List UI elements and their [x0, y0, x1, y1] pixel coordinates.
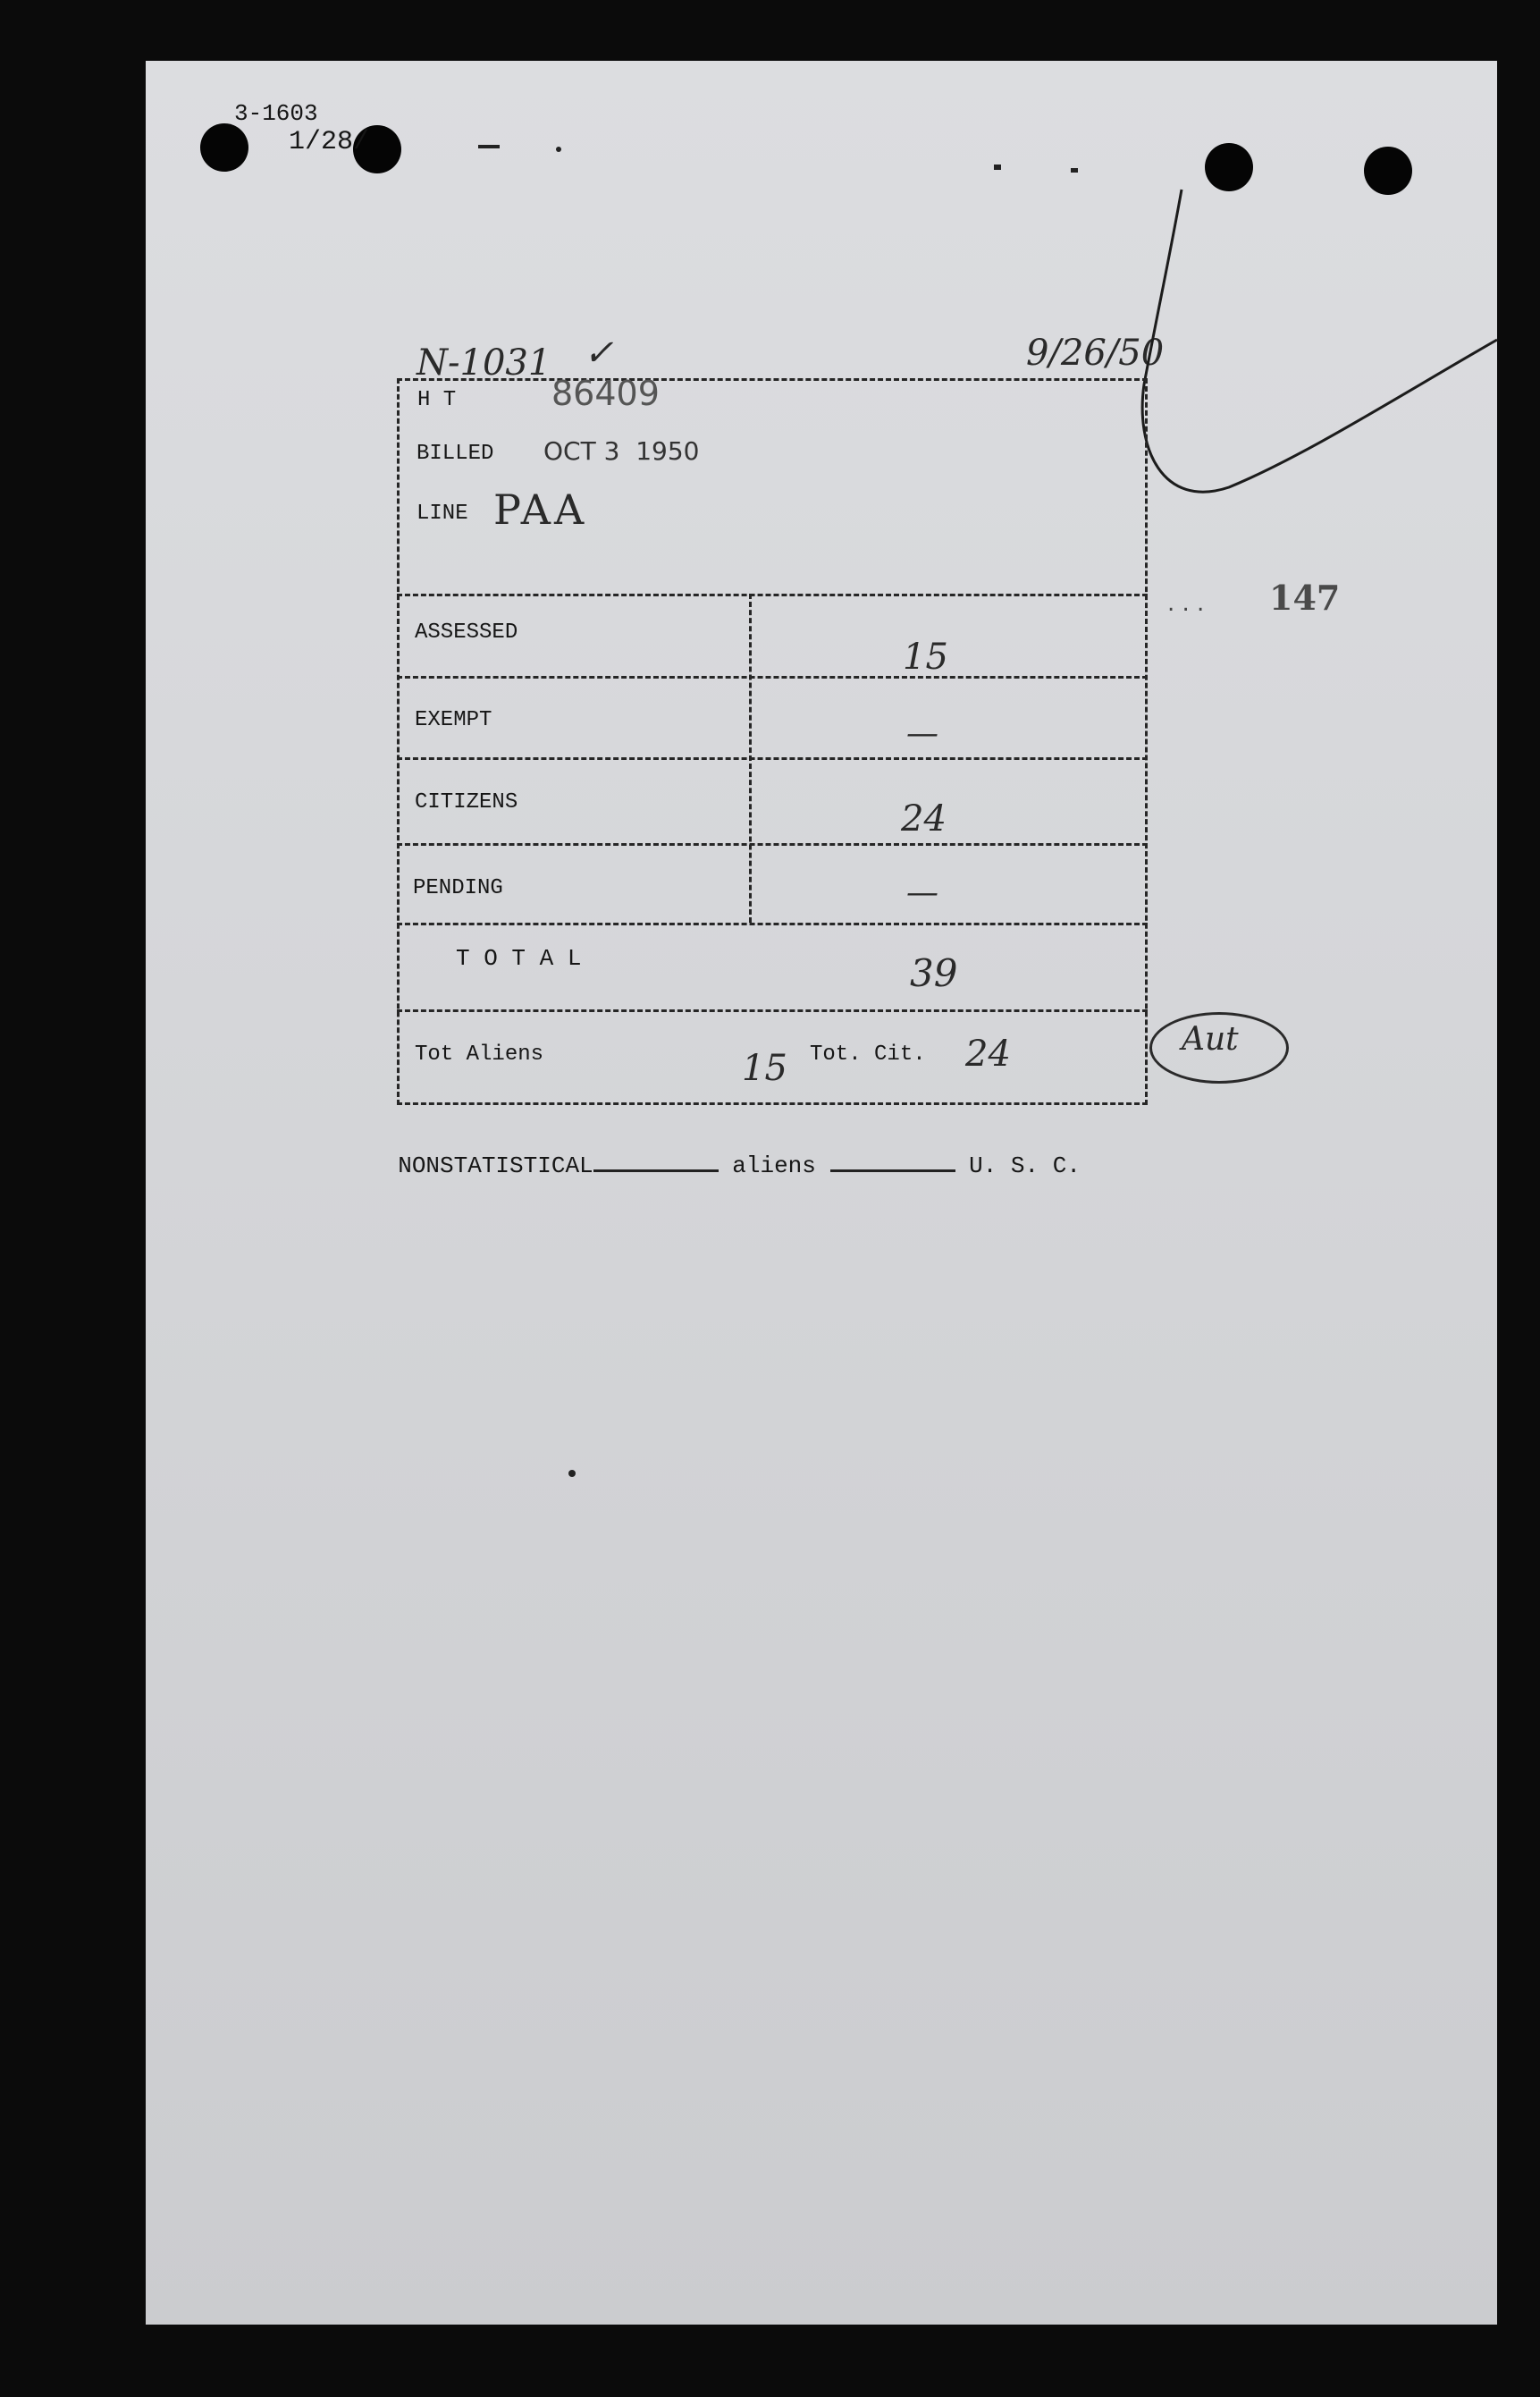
row-value-exempt: —: [906, 715, 938, 752]
card-border-bottom: [397, 1102, 1148, 1105]
tot-aliens-value: 15: [742, 1048, 787, 1089]
tot-aliens-label: Tot Aliens: [415, 1042, 544, 1067]
card-border-top: [397, 378, 1148, 381]
divider-row-2: [397, 757, 1148, 760]
date-fragment: 1/28/: [289, 127, 370, 157]
file-number-handwritten: N-1031: [417, 342, 551, 384]
row-label-citizens: CITIZENS: [415, 790, 518, 814]
ht-number: 86409: [551, 374, 660, 413]
punch-hole-left-1: [200, 123, 248, 172]
initials: Aut: [1182, 1021, 1239, 1058]
card-border-right: [1145, 378, 1148, 1105]
divider-total: [397, 1009, 1148, 1012]
side-dots: . . .: [1167, 590, 1205, 617]
nonstatistical-line: [370, 1123, 1081, 1179]
tot-cit-value: 24: [965, 1034, 1011, 1075]
line-value: PAA: [493, 485, 588, 534]
speck: [568, 1470, 576, 1477]
card-border-left: [397, 378, 400, 1105]
row-value-pending: —: [906, 874, 938, 911]
aliens-label: aliens: [732, 1152, 816, 1179]
total-value: 39: [910, 951, 958, 995]
row-value-citizens: 24: [901, 798, 947, 840]
speck: [994, 165, 1001, 170]
side-number: 147: [1269, 578, 1341, 618]
speck: [478, 145, 500, 148]
line-label: LINE: [417, 502, 468, 526]
speck: [556, 147, 561, 152]
divider-row-1: [397, 676, 1148, 679]
row-label-pending: PENDING: [413, 876, 503, 900]
form-number: 3-1603: [234, 100, 318, 127]
column-divider: [749, 594, 752, 923]
row-label-assessed: ASSESSED: [415, 620, 518, 645]
divider-row-4: [397, 923, 1148, 925]
nonstatistical-blank: [593, 1150, 719, 1172]
usc-label: U. S. C.: [969, 1152, 1081, 1179]
tot-cit-label: Tot. Cit.: [810, 1042, 926, 1067]
billed-date: OCT 3 1950: [543, 436, 700, 466]
row-label-exempt: EXEMPT: [415, 708, 492, 732]
speck: [1071, 168, 1078, 173]
date-handwritten: 9/26/50: [1026, 333, 1165, 374]
divider-row-3: [397, 843, 1148, 846]
ht-label: H T: [417, 388, 457, 412]
nonstatistical-label: NONSTATISTICAL: [398, 1152, 593, 1179]
divider-header: [397, 594, 1148, 596]
billed-label: BILLED: [417, 442, 494, 466]
pen-line-mark: [1108, 179, 1502, 519]
check-mark-icon: ✓: [584, 333, 614, 374]
usc-blank: [830, 1150, 955, 1172]
total-label: T O T A L: [456, 945, 582, 972]
row-value-assessed: 15: [903, 637, 948, 678]
